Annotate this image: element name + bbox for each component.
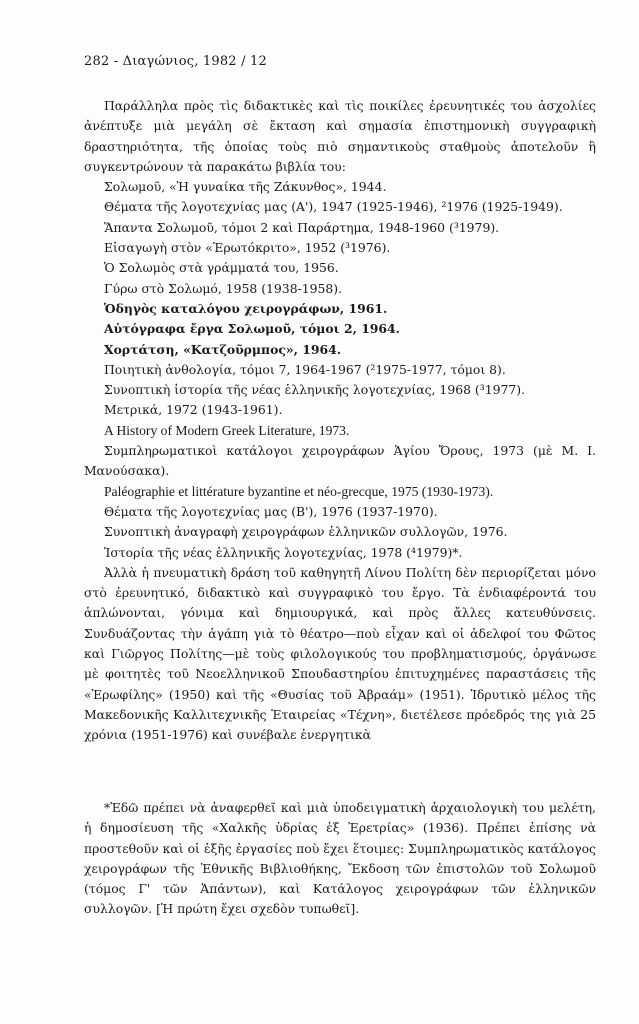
bibliography-entry: A History of Modern Greek Literature, 1973. [104,422,350,438]
bibliography-entry: Γύρω στὸ Σολωμό, 1958 (1938-1958). [104,280,343,296]
main-text [84,96,596,746]
bibliography-entry: Ἅπαντα Σολωμοῦ, τόμοι 2 καὶ Παράρτημα, 1948-1960 (³1979). [104,219,500,235]
body-paragraph: Ἀλλὰ ἡ πνευματικὴ δράση τοῦ καθηγητῆ Λίνου Πολίτη δὲν περιορίζεται μόνο στὸ ἐρευνητικό, διδακτικὸ καὶ συγγραφικὸ του ἔργο. Τὰ ἐνδιαφέροντά του ἁπλώνονται, γόνιμα καὶ δημιουργικά, καὶ πρὸς ἄλλες κατευθύνσεις. Συνδυάζοντας τὴν ἀγάπη γιὰ τὸ θέατρο—ποὺ εἶχαν καὶ οἱ ἀδελφοί του Φῶτος καὶ Γιῶργος Πολίτης—μὲ τοὺς φιλολογικούς του προβληματισμούς, ὀργάνωσε μὲ φοιτητὲς τοῦ Νεοελληνικοῦ Σπουδαστηρίου ἐπιτυχημένες παραστάσεις τῆς «Ἐρωφίλης» (1950) καὶ τῆς «Θυσίας τοῦ Ἀβραάμ» (1951). Ἱδρυτικὸ μέλος τῆς Μακεδονικῆς Καλλιτεχνικῆς Ἑταιρείας «Τέχνη», διετέλεσε πρόεδρός της γιὰ 25 χρόνια (1951-1976) καὶ συνέβαλε ἐνεργητικὰ [84,564,596,743]
bibliography-entry: Αὐτόγραφα ἔργα Σολωμοῦ, τόμοι 2, 1964. [104,321,400,337]
bibliography-entry: Θέματα τῆς λογοτεχνίας μας (Α'), 1947 (1925-1946), ²1976 (1925-1949). [104,199,563,215]
bibliography-entry: Χορτάτση, «Κατζοῦρμπος», 1964. [104,341,342,357]
bibliography-entry: Συνοπτικὴ ἱστορία τῆς νέας ἑλληνικῆς λογοτεχνίας, 1968 (³1977). [104,382,526,398]
bibliography-entry: Paléographie et littérature byzantine et néo-grecque, 1975 (1930-1973). [104,483,494,499]
bibliography-entry: Ἱστορία τῆς νέας ἑλληνικῆς λογοτεχνίας, 1978 (⁴1979)*. [104,544,463,560]
bibliography-entry: Συνοπτικὴ ἀναγραφὴ χειρογράφων ἑλληνικῶν συλλογῶν, 1976. [104,524,508,540]
intro-paragraph: Παράλληλα πρὸς τὶς διδακτικὲς καὶ τὶς ποικίλες ἐρευνητικές του ἀσχολίες ἀνέπτυξε μιὰ μεγάλη σὲ ἔκταση καὶ σημασία ἐπιστημονικὴ συγγραφικὴ δραστηριότητα, τῆς ὁποίας τοὺς πιὸ σημαντικοὺς σταθμοὺς ἀποτελοῦν ἢ συγκεντρώνουν τὰ παρακάτω βιβλία του: [84,98,596,174]
bibliography-entry: Συμπληρωματικοὶ κατάλογοι χειρογράφων Ἁγίου Ὄρους, 1973 (μὲ Μ. Ι. Μανούσακα). [84,443,596,479]
page-header: 282 - Διαγώνιος, 1982 / 12 [84,54,267,69]
bibliography-entry: Ὁδηγὸς καταλόγου χειρογράφων, 1961. [104,300,388,316]
bibliography-entry: Ποιητικὴ ἀνθολογία, τόμοι 7, 1964-1967 (²1975-1977, τόμοι 8). [104,361,506,377]
footnote-text: *Ἐδῶ πρέπει νὰ ἀναφερθεῖ καὶ μιὰ ὑποδειγματικὴ ἀρχαιολογικὴ του μελέτη, ἡ δημοσίευση τῆς «Χαλκῆς ὑδρίας ἐξ Ἐρετρίας» (1936). Πρέπει ἐπίσης νὰ προστεθοῦν καὶ οἱ ἑξῆς ἐργασίες ποὺ ἔχει ἕτοιμες: Συμπληρωματικὸς κατάλογος χειρογράφων τῆς Ἐθνικῆς Βιβλιοθήκης, Ἔκδοση τῶν ἐπιστολῶν τοῦ Σολωμοῦ (τόμος Γ' τῶν Ἁπάντων), καὶ Κατάλογος χειρογράφων τῶν ἑλληνικῶν συλλογῶν. [Ἡ πρώτη ἔχει σχεδὸν τυπωθεῖ]. [84,800,596,917]
footnote [84,798,596,920]
bibliography-entry: Ὁ Σολωμὸς στὰ γράμματά του, 1956. [104,260,339,276]
bibliography-entry: Θέματα τῆς λογοτεχνίας μας (Β'), 1976 (1937-1970). [104,503,438,519]
bibliography-entry: Εἰσαγωγὴ στὸν «Ἐρωτόκριτο», 1952 (³1976). [104,240,391,256]
bibliography-entry: Μετρικά, 1972 (1943-1961). [104,402,283,418]
bibliography-entry: Σολωμοῦ, «Ἡ γυναίκα τῆς Ζάκυνθος», 1944. [104,179,387,195]
